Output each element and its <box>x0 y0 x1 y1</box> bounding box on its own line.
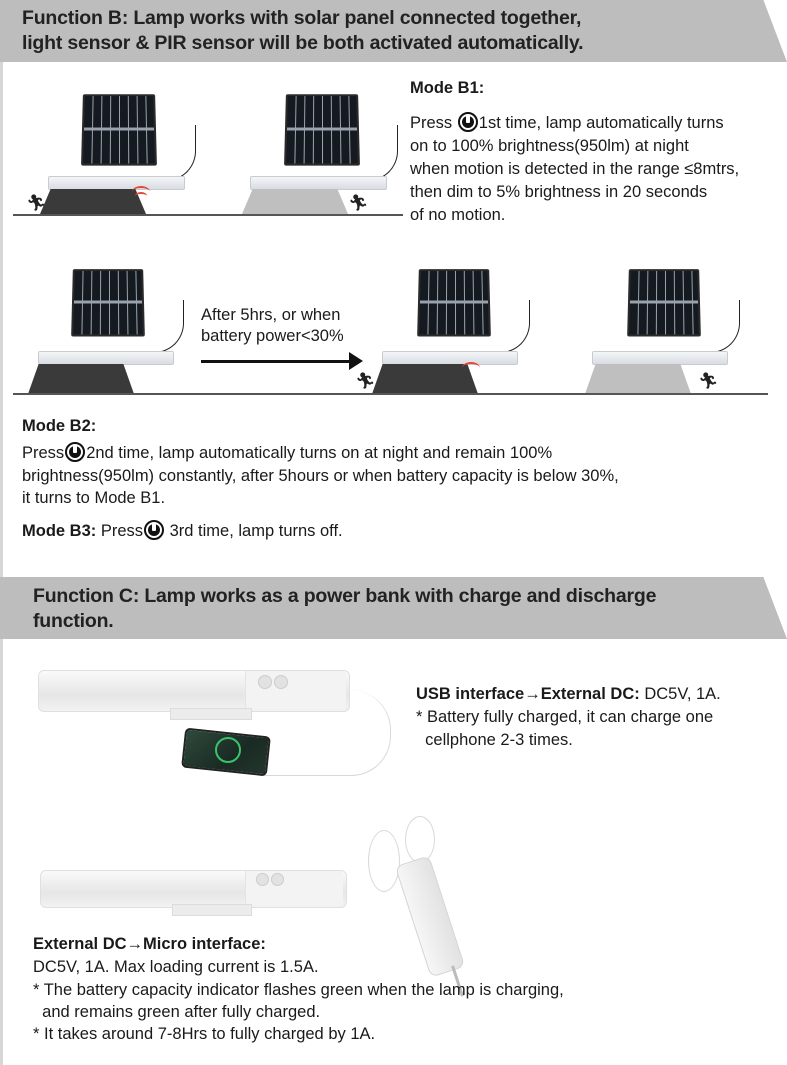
function-c-title-line2: function. <box>33 610 114 632</box>
mode-b3-line <box>22 520 343 542</box>
mode-b1-line1 <box>410 112 724 134</box>
running-person-icon: 🏃︎ <box>698 373 719 390</box>
mode-b2-line2: brightness(950lm) constantly, after 5hours or when battery capacity is below 30%, <box>22 467 619 485</box>
function-c-title-line1: Function C: Lamp works as a power bank with charge and discharge <box>33 585 657 607</box>
press-label: Press <box>22 444 65 462</box>
usb-out-note1: * Battery fully charged, it can charge one <box>416 708 714 726</box>
mode-b2-heading: Mode B2: <box>22 417 97 435</box>
micro-in-note1-line2: and remains green after fully charged. <box>33 1003 321 1021</box>
lamp-bar <box>38 351 174 365</box>
power-button-icon <box>458 112 478 132</box>
micro-in-note2: * It takes around 7-8Hrs to fully charged by 1A. <box>33 1025 376 1043</box>
motion-sensor-wave-icon <box>462 362 480 374</box>
light-beam-dim <box>242 189 348 214</box>
mode-b1-line4: then dim to 5% brightness in 20 seconds <box>410 183 708 201</box>
press-label: Press <box>100 522 144 540</box>
mode-b2-desc: 2nd time, lamp automatically turns on at night and remain 100% <box>86 444 553 462</box>
mount-clip <box>172 904 252 916</box>
lamp-bar <box>382 351 518 365</box>
micro-in-spec: DC5V, 1A. Max loading current is 1.5A. <box>33 958 319 976</box>
mode-b1-desc: 1st time, lamp automatically turns <box>478 114 724 132</box>
ground-line <box>13 393 768 395</box>
usb-cable <box>260 690 391 776</box>
ground-line <box>13 214 403 216</box>
mode-b3-heading: Mode B3: <box>22 522 97 540</box>
solar-panel-icon <box>284 94 360 165</box>
usb-out-heading: USB interface→External DC: <box>416 685 640 703</box>
mode-b1-line5: of no motion. <box>410 206 506 224</box>
panel-cable <box>150 125 196 181</box>
solar-panel-icon <box>71 269 145 336</box>
usb-out-line1 <box>416 683 721 705</box>
pir-sensor-dot <box>258 675 272 689</box>
mode-b1-line3: when motion is detected in the range ≤8mtrs, <box>410 160 740 178</box>
press-label: Press <box>410 114 453 132</box>
panel-cable <box>352 125 398 181</box>
mode-b3-desc: 3rd time, lamp turns off. <box>169 522 343 540</box>
arrow-right-icon-head <box>349 352 363 370</box>
panel-cable <box>138 300 184 353</box>
light-beam-dim <box>585 364 691 394</box>
solar-panel-icon <box>417 269 491 336</box>
lamp-bar <box>48 176 185 190</box>
mode-b1-line2: on to 100% brightness(950lm) at night <box>410 137 689 155</box>
mode-b1-heading: Mode B1: <box>410 79 485 97</box>
function-b-title-line1: Function B: Lamp works with solar panel connected together, <box>22 7 582 29</box>
charging-ring-icon <box>215 737 241 763</box>
usb-out-note2: cellphone 2-3 times. <box>416 731 573 749</box>
running-person-icon: 🏃︎ <box>355 373 376 390</box>
pir-sensor-dot <box>274 675 288 689</box>
function-b-title <box>22 6 583 56</box>
arrow-right-icon <box>201 360 351 363</box>
light-beam-bright <box>28 364 134 394</box>
mode-b2-line1 <box>22 442 552 464</box>
micro-in-heading: External DC→Micro interface: <box>33 935 266 953</box>
usb-out-spec: DC5V, 1A. <box>639 685 721 703</box>
running-person-icon: 🏃︎ <box>348 195 369 212</box>
pir-sensor-dot <box>256 873 269 886</box>
lamp-bar <box>250 176 387 190</box>
micro-in-note1-line1: * The battery capacity indicator flashes green when the lamp is charging, <box>33 981 564 999</box>
lamp-bar <box>592 351 728 365</box>
pir-sensor-dot <box>271 873 284 886</box>
power-strip-icon <box>395 855 465 977</box>
transition-label-line2: battery power<30% <box>201 327 344 345</box>
solar-panel-icon <box>627 269 701 336</box>
panel-cable <box>484 300 530 353</box>
solar-panel-icon <box>81 94 157 165</box>
page-left-border <box>0 0 3 1065</box>
micro-cable <box>368 830 400 892</box>
function-b-title-line2: light sensor & PIR sensor will be both activated automatically. <box>22 32 584 54</box>
motion-sensor-wave-icon <box>135 192 147 200</box>
mode-b2-line3: it turns to Mode B1. <box>22 489 166 507</box>
transition-label-line1: After 5hrs, or when <box>201 306 341 324</box>
mount-clip <box>170 708 252 720</box>
panel-cable <box>694 300 740 353</box>
running-person-icon: 🏃︎ <box>26 195 47 212</box>
micro-cable <box>405 816 435 863</box>
function-c-title <box>33 584 656 634</box>
power-button-icon <box>144 520 164 540</box>
light-beam-bright <box>40 189 146 214</box>
power-button-icon <box>65 442 85 462</box>
